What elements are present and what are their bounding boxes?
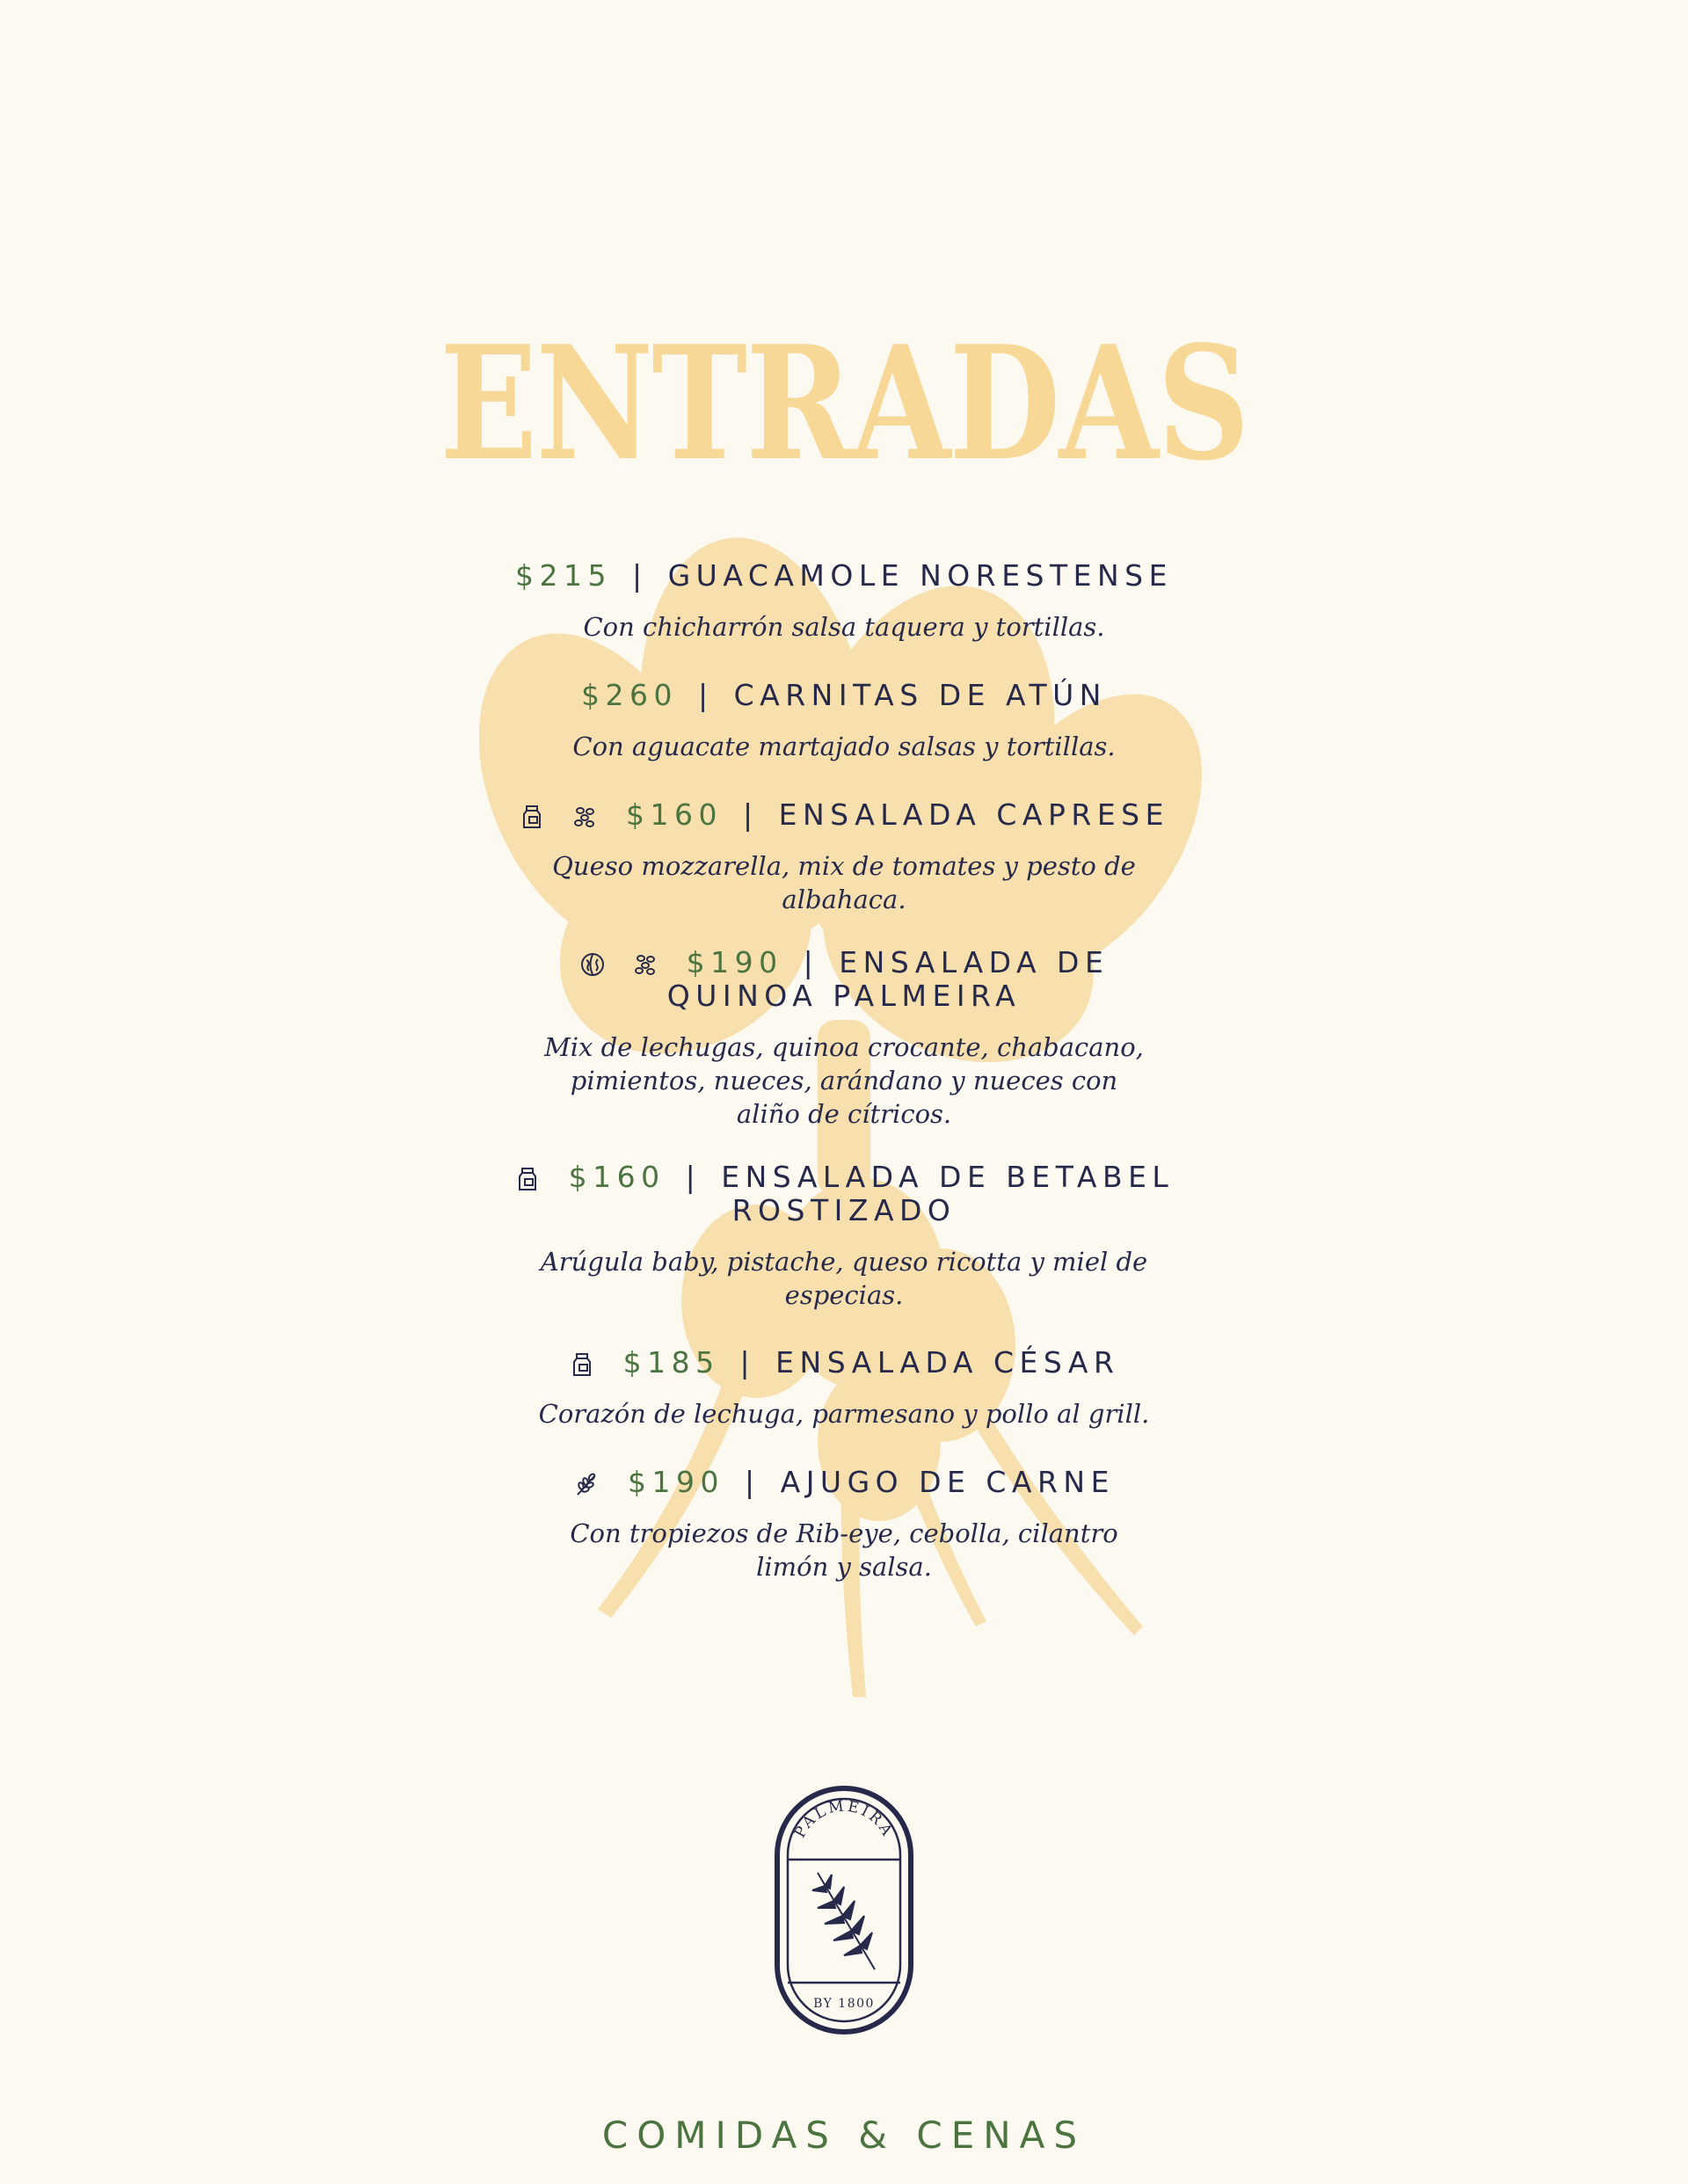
item-description: Con tropiezos de Rib-eye, cebolla, cilantro <box>570 1518 1118 1548</box>
item-name: ENSALADA CÉSAR <box>775 1345 1120 1380</box>
separator: | <box>616 558 663 593</box>
menu-item-heading <box>0 1161 1688 1194</box>
item-name: ENSALADA DE <box>839 945 1110 979</box>
menu-item-heading <box>0 559 1688 593</box>
nuts-icon <box>571 804 598 830</box>
separator: | <box>683 678 729 712</box>
footer-label: COMIDAS & CENAS <box>601 2114 1087 2157</box>
allergen-icons <box>579 951 658 978</box>
item-description: especias. <box>784 1280 904 1310</box>
menu-item-heading <box>0 679 1688 712</box>
item-name: ENSALADA CAPRESE <box>778 797 1169 832</box>
svg-text:BY 1800: BY 1800 <box>813 1997 875 2011</box>
walnut-icon <box>579 951 606 978</box>
nuts-icon <box>632 951 658 978</box>
dairy-icon <box>519 804 545 830</box>
item-name-continued: QUINOA PALMEIRA <box>666 979 1022 1013</box>
page-title: ENTRADAS <box>440 311 1248 495</box>
item-price: $215 <box>515 558 612 593</box>
wheat-icon <box>573 1471 600 1497</box>
menu-item-heading <box>0 1466 1688 1499</box>
item-description: Con chicharrón salsa taquera y tortillas. <box>583 612 1105 642</box>
allergen-icons <box>519 804 598 830</box>
dairy-icon <box>569 1351 595 1378</box>
dairy-icon <box>514 1166 541 1192</box>
separator: | <box>730 1465 775 1499</box>
item-description: Con aguacate martajado salsas y tortillas. <box>572 732 1116 761</box>
item-description: albahaca. <box>782 885 906 914</box>
item-price: $260 <box>581 678 679 712</box>
item-name: AJUGO DE CARNE <box>780 1465 1115 1499</box>
item-name: CARNITAS DE ATÚN <box>733 678 1107 712</box>
separator: | <box>670 1160 717 1194</box>
item-name: ENSALADA DE BETABEL <box>721 1160 1175 1194</box>
separator: | <box>724 1345 771 1380</box>
item-name: GUACAMOLE NORESTENSE <box>667 558 1173 593</box>
item-price: $190 <box>686 945 783 979</box>
item-description: limón y salsa. <box>756 1552 932 1582</box>
menu-item-heading <box>0 798 1688 832</box>
item-description: aliño de cítricos. <box>736 1099 952 1129</box>
item-description: Corazón de lechuga, parmesano y pollo al grill. <box>538 1399 1150 1429</box>
allergen-icons <box>514 1166 541 1192</box>
item-price: $160 <box>568 1160 666 1194</box>
item-description: Arúgula baby, pistache, queso ricotta y miel de <box>540 1247 1148 1277</box>
svg-text:PALMEIRA: PALMEIRA <box>791 1797 897 1841</box>
separator: | <box>788 945 834 979</box>
allergen-icons <box>569 1351 595 1378</box>
allergen-icons <box>573 1471 600 1497</box>
item-description: Mix de lechugas, quinoa crocante, chabacano, <box>544 1032 1144 1062</box>
menu-item-heading <box>0 946 1688 979</box>
item-name-continued: ROSTIZADO <box>731 1193 957 1227</box>
menu-item-heading <box>0 1346 1688 1380</box>
item-description: Queso mozzarella, mix de tomates y pesto de <box>552 851 1136 881</box>
item-description: pimientos, nueces, arándano y nueces con <box>570 1066 1118 1096</box>
item-price: $185 <box>622 1345 720 1380</box>
item-price: $190 <box>628 1465 725 1499</box>
item-price: $160 <box>626 797 723 832</box>
palmeira-logo <box>774 1785 914 2035</box>
separator: | <box>727 797 774 832</box>
